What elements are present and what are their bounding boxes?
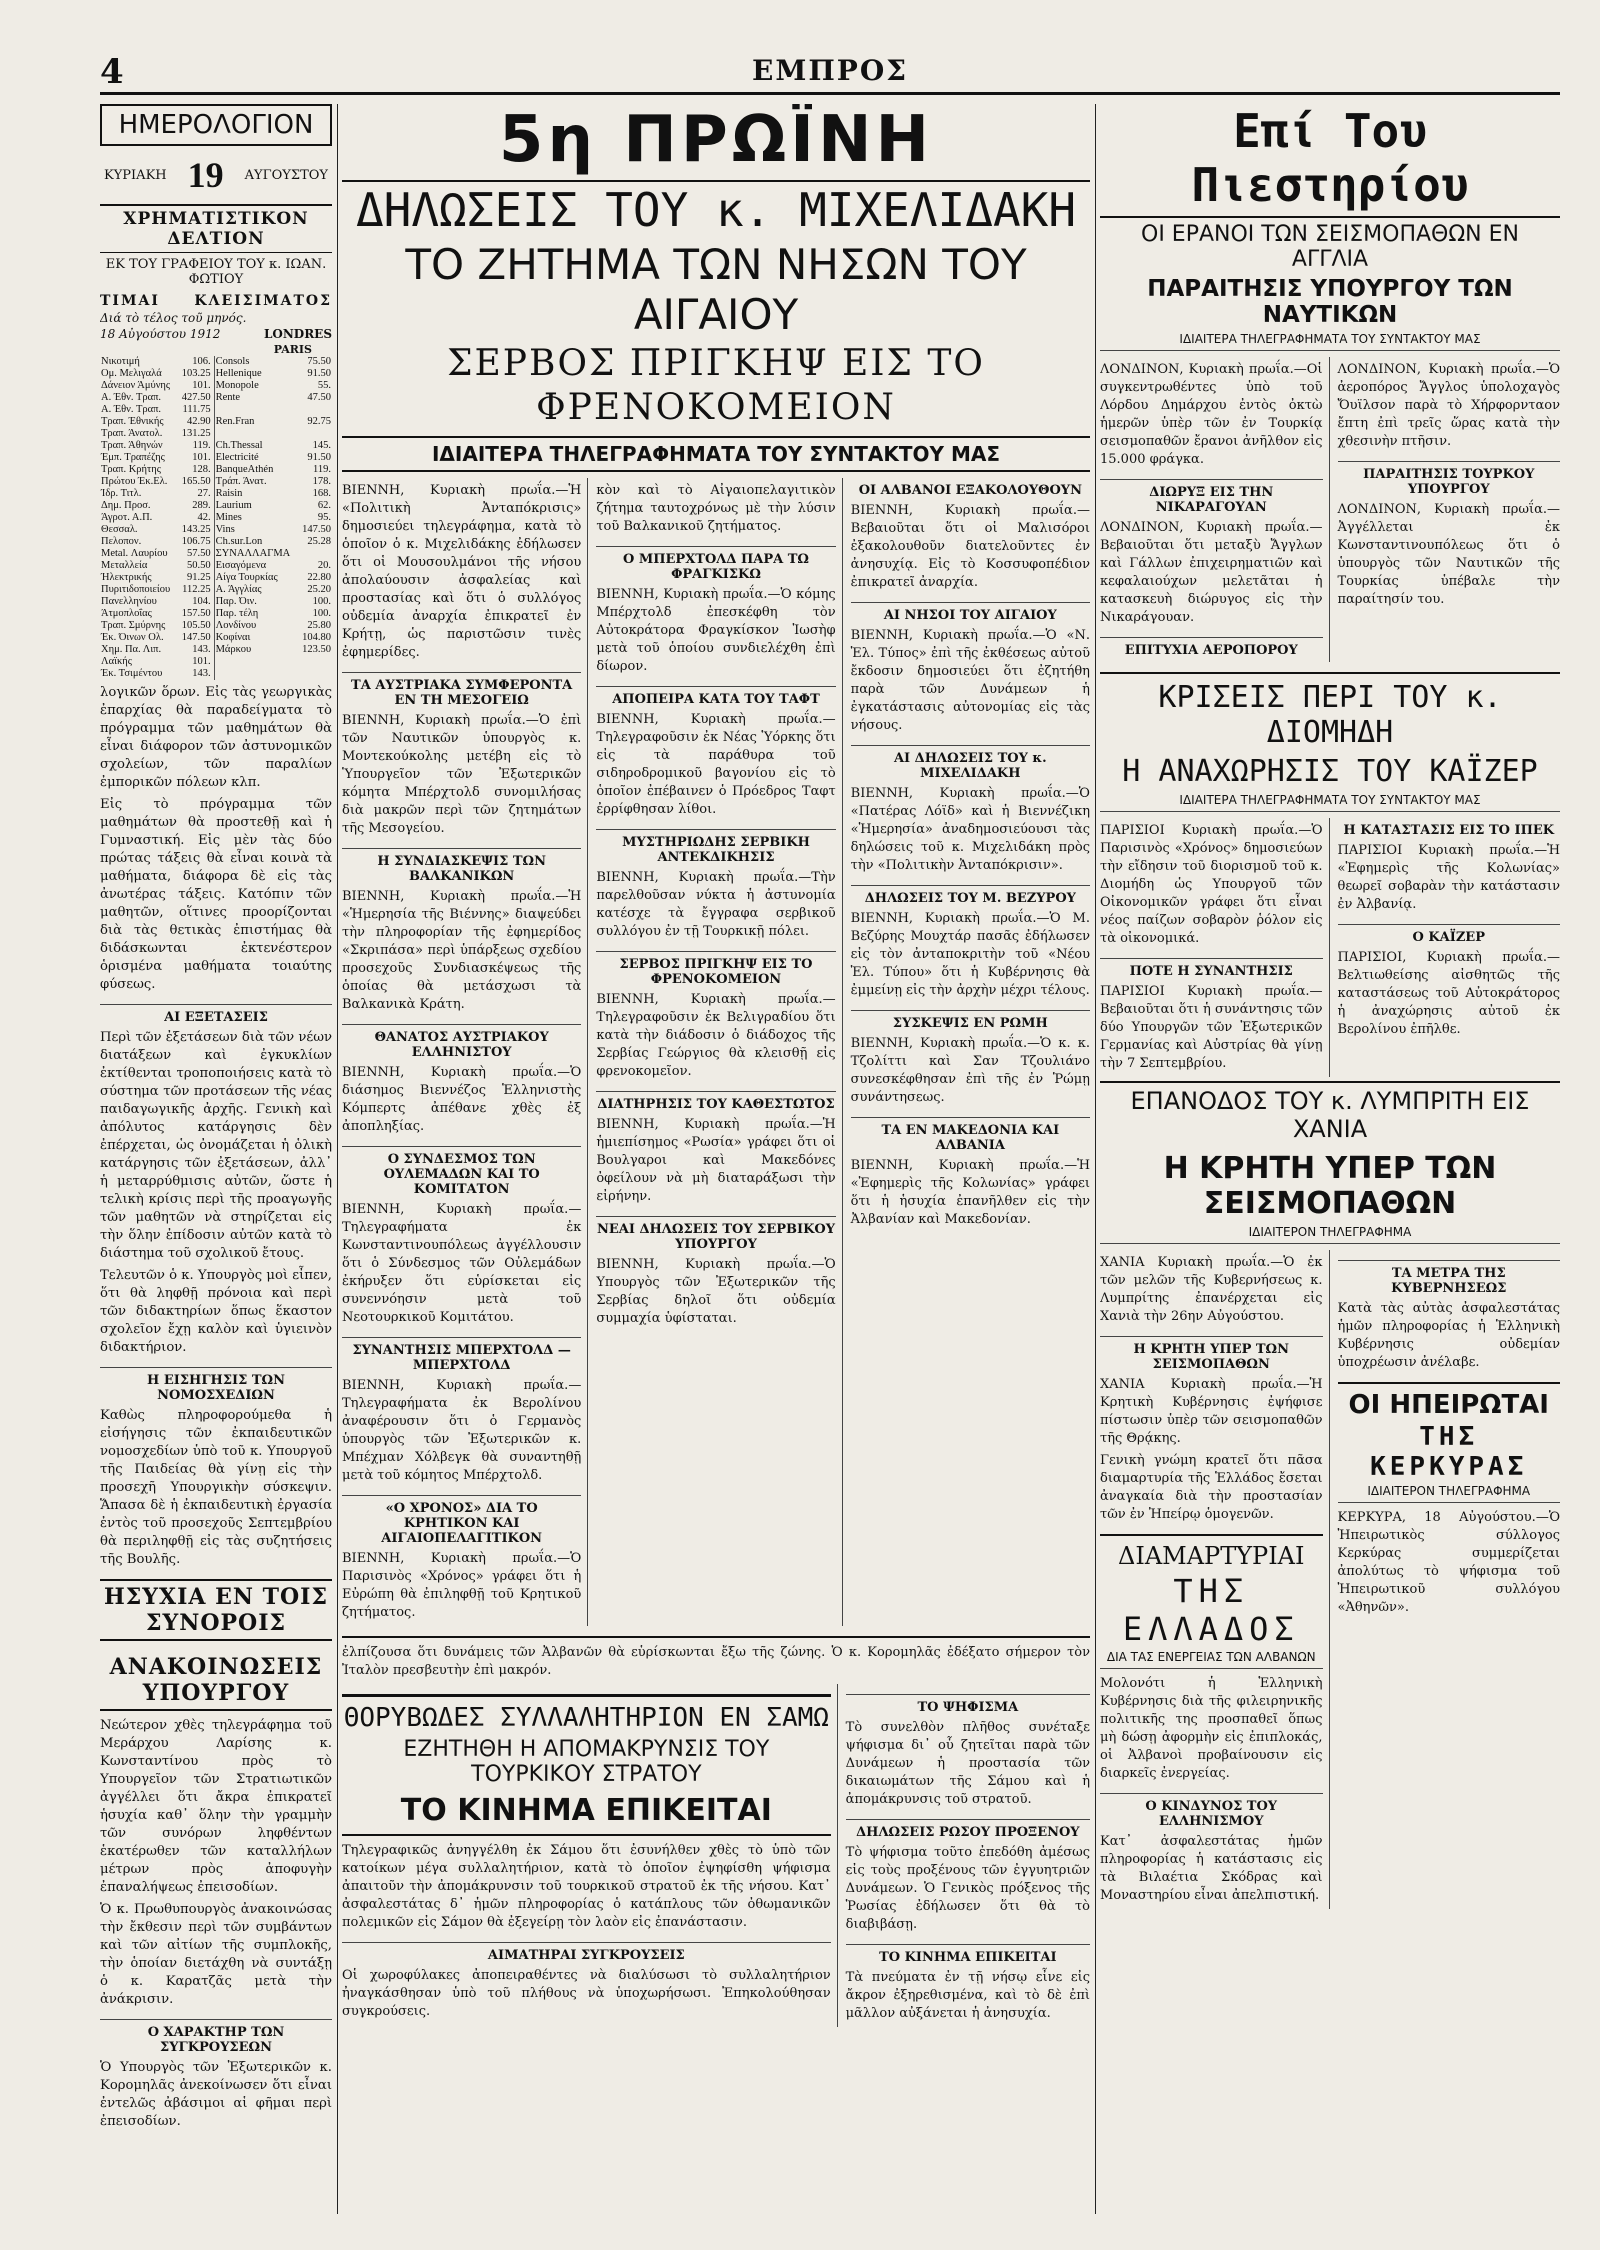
price-value: 95. <box>317 512 331 523</box>
price-row <box>100 356 332 368</box>
dispatch: ΛΟΝΔΙΝΟΝ, Κυριακὴ πρωΐα.—Ἀγγέλλεται ἐκ Κωνσταντινουπόλεως ὅτι ὁ ὑπουργὸς τῶν Ναυτικῶν τῆς Τουρκίας ὑπέβαλε τὴν παραίτησίν του. <box>1337 502 1560 607</box>
price-value: 20. <box>317 560 331 571</box>
article-text: Περὶ τῶν ἐξετάσεων διὰ τῶν νέων διατάξεων καὶ ἐγκυκλίων ἐκτίθενται τροποποιήσεις κατὰ τὸ σύστημα τῶν προτάσεων τῆς νέας παιδαγωγικῆς ἀρχῆς. Γενικὴ καὶ ἀπόλυτος κατάργησις δὲν ἐπέρχεται, ὡς ὀνομάζεται ἡ ὁλικὴ κατάργησις τῶν ἐξετάσεων, ἀλλ᾽ ἡ μεταρρύθμισις αὐτῶν, ὥστε ἡ τελικὴ κρίσις περὶ τῆς προαγωγῆς τῶν μαθητῶν νὰ στηρίζεται εἰς τὴν ὅλην ἐπίδοσιν αὐτῶν κατὰ τὸ διάστημα τοῦ σχολικοῦ ἔτους. <box>100 1030 332 1261</box>
subcolumn <box>1338 818 1561 1077</box>
price-row <box>100 416 332 428</box>
price-security: Τραπ. Έθνικής <box>101 416 164 427</box>
price-value: 25.20 <box>307 584 331 595</box>
section-heading: Ο ΧΑΡΑΚΤΗΡ ΤΩΝ ΣΥΓΚΡΟΥΣΕΩΝ <box>100 2019 332 2055</box>
center-column <box>342 104 1090 2214</box>
article-text: Ὁ κ. Πρωθυπουργὸς ἀνακοινώσας τὴν ἔκθεσιν περὶ τῶν συμβάντων καὶ τῶν αἰτίων τῆς συμπλοκῆς, τὴν ὁποίαν διετάχθη νὰ συντάξῃ ὁ κ. Καρατζᾶς μετὰ τὴν ἀνάκρισιν. <box>100 1902 332 2007</box>
dispatch: Τὸ ψήφισμα τοῦτο ἐπεδόθη ἀμέσως εἰς τοὺς προξένους τῶν ἐγγυητριῶν Δυνάμεων. Ὁ Γενικὸς πρόξενος τῆς Ῥωσίας ἐδήλωσεν ὅτι θὰ τὸ διαβιβάσῃ. <box>845 1845 1090 1932</box>
price-security: Έμπ. Τραπέζης <box>101 452 165 463</box>
headline: Η ΑΝΑΧΩΡΗΣΙΣ ΤΟΥ ΚΑΪΖΕΡ <box>1122 754 1538 789</box>
section-heading: Η ΚΑΤΑΣΤΑΣΙΣ ΕΙΣ ΤΟ ΙΠΕΚ <box>1343 823 1555 838</box>
dispatch: ΒΙΕΝΝΗ, Κυριακὴ πρωΐα.—Ὁ Παρισινὸς «Χρόνος» γράφει ὅτι ἡ Εὐρώπη θὰ ἐπιληφθῇ τοῦ Κρητικοῦ ζητήματος. <box>342 1551 582 1620</box>
headline: ΣΕΡΒΟΣ ΠΡΙΓΚΗΨ ΕΙΣ ΤΟ ΦΡΕΝΟΚΟΜΕΙΟΝ <box>447 343 985 428</box>
dispatch: ΛΟΝΔΙΝΟΝ, Κυριακὴ πρωΐα.—Οἱ συγκεντρωθέντες ὑπὸ τοῦ Λόρδου Δημάρχου ἐντὸς ὀκτὼ ἡμερῶν ὑπὲρ τῶν ἐν Τουρκίᾳ σεισμοπαθῶν ἔρανοι ἀνῆλθον εἰς 15.000 φράγκα. <box>1100 362 1323 467</box>
price-security: Άτμοπλοΐας <box>101 608 152 619</box>
price-value: 147.50 <box>302 524 331 535</box>
price-security: BanqueAthén <box>215 464 274 475</box>
price-value: 55. <box>317 380 331 391</box>
section-heading: ΤΑ ΕΝ ΜΑΚΕΔΟΝΙΑ ΚΑΙ ΑΛΒΑΝΙΑ <box>851 1117 1090 1153</box>
price-value: 123.50 <box>302 644 331 655</box>
price-value: 111.75 <box>178 404 214 416</box>
section-heading: ΔΗΛΩΣΕΙΣ ΡΩΣΟΥ ΠΡΟΞΕΝΟΥ <box>846 1819 1090 1840</box>
section-heading: ΑΙ ΔΗΛΩΣΕΙΣ ΤΟΥ κ. ΜΙΧΕΛΙΔΑΚΗ <box>851 745 1090 781</box>
headline-sub: ΙΔΙΑΙΤΕΡΑ ΤΗΛΕΓΡΑΦΗΜΑΤΑ ΤΟΥ ΣΥΝΤΑΚΤΟΥ ΜΑΣ <box>1100 332 1560 351</box>
price-value <box>298 428 332 440</box>
price-value: 91.50 <box>307 452 331 463</box>
dispatch: ἐλπίζουσα ὅτι δυνάμεις τῶν Ἀλβανῶν θὰ εὑρίσκωνται ἔξω τῆς ζώνης. Ὁ κ. Κορομηλᾶς ἐδέξατο σήμερον τὸν Ἰταλὸν πρεσβευτὴν ἐπὶ μακρόν. <box>342 1636 1090 1680</box>
headline-sub: ΔΙΑ ΤΑΣ ΕΝΕΡΓΕΙΑΣ ΤΩΝ ΑΛΒΑΝΩΝ <box>1100 1650 1323 1669</box>
price-row <box>100 548 332 560</box>
price-value <box>298 656 332 668</box>
dispatch: ΒΙΕΝΝΗ, Κυριακὴ πρωΐα.—Ὁ ἐπὶ τῶν Ναυτικῶν ὑπουργὸς κ. Μοντεκούκολης μετέβη εἰς τὸ Ὑπουργεῖον τῶν Ἐξωτερικῶν κόμητα Μπέρχτολδ συνομιλήσας διὰ μακρῶν περὶ τῶν ζητημάτων τῆς Μεσογείου. <box>342 713 582 836</box>
price-security: Metal. Λαυρίου <box>101 548 168 559</box>
section-heading: ΑΠΟΠΕΙΡΑ ΚΑΤΑ ΤΟΥ ΤΑΦΤ <box>596 686 835 707</box>
price-value: 178. <box>312 476 331 487</box>
price-value: 427.50 <box>178 392 214 404</box>
price-security: Πανελληνίου <box>101 596 157 607</box>
section-heading: Ο ΣΥΝΔΕΣΜΟΣ ΤΩΝ ΟΥΛΕΜΑΔΩΝ ΚΑΙ ΤΟ ΚΟΜΙΤΑΤΟΝ <box>342 1146 581 1197</box>
price-security: Μάρκου <box>215 644 252 655</box>
price-table <box>100 356 332 680</box>
section-heading: ΠΑΡΑΙΤΗΣΙΣ ΤΟΥΡΚΟΥ ΥΠΟΥΡΓΟΥ <box>1338 461 1561 497</box>
price-row <box>100 368 332 380</box>
price-security: Α. Άγγλίας <box>215 584 262 595</box>
section-heading: ΠΟΤΕ Η ΣΥΝΑΝΤΗΣΙΣ <box>1100 958 1323 979</box>
dispatch: ΒΙΕΝΝΗ, Κυριακὴ πρωΐα.—Ὁ «Πατέρας Λόϊδ» καὶ ἡ Βιεννέζικη «Ἡμερησία» ἀναδημοσιεύουσι τὰς δηλώσεις τοῦ κ. Μιχελιδάκη πρὸς τὴν «Πολιτικὴν Ἀνταπόκρισιν». <box>850 786 1090 873</box>
price-security: Ομ. Μελιγαλά <box>101 368 162 379</box>
section-heading: Η ΚΡΗΤΗ ΥΠΕΡ ΤΩΝ ΣΕΙΣΜΟΠΑΘΩΝ <box>1100 1336 1323 1372</box>
price-row <box>100 536 332 548</box>
date-line <box>104 154 328 196</box>
center-lower <box>342 1684 1090 2027</box>
dispatch: ΒΙΕΝΝΗ, Κυριακὴ πρωΐα.—Ἡ «Ἡμερησία τῆς Βιέννης» διαψεύδει τὴν πληροφορίαν τῆς ἐφημερίδος «Σκριπάσα» περὶ ὑπάρξεως σχεδίου προσεχοῦς Συνδιασκέψεως τῆς ὁποίας θὰ μετάσχωσι τὰ Βαλκανικὰ Κράτη. <box>342 889 582 1012</box>
right-subcolumns-mid <box>1100 818 1560 1077</box>
price-value: 103.25 <box>178 368 214 380</box>
price-security: Λαϊκής <box>101 656 132 667</box>
price-value: 100. <box>312 596 331 607</box>
dispatch: ΒΙΕΝΝΗ, Κυριακὴ πρωΐα.—Ἡ «Ἐφημερὶς τῆς Κολωνίας» γράφει ὅτι ἡ ἡσυχία ἐπανῆλθεν εἰς τὴν Ἀλβανίαν καὶ Μακεδονίαν. <box>850 1158 1090 1227</box>
right-subcolumns-top <box>1100 357 1560 662</box>
price-value: 25.80 <box>307 620 331 631</box>
dispatch: Οἱ χωροφύλακες ἀποπειραθέντες νὰ διαλύσωσι τὸ συλλαλητήριον ἠναγκάσθησαν ὑπὸ τοῦ πλήθους νὰ ὑποχωρήσωσι. Ἐπηκολούθησαν συγκρούσεις. <box>342 1968 831 2019</box>
price-value: 105.50 <box>178 620 214 632</box>
section-heading: ΤΑ ΑΥΣΤΡΙΑΚΑ ΣΥΜΦΕΡΟΝΤΑ ΕΝ ΤΗ ΜΕΣΟΓΕΙΩ <box>342 672 581 708</box>
price-security: Monopole <box>215 380 259 391</box>
column-rule <box>1095 104 1096 2214</box>
left-column <box>100 104 332 2214</box>
headline: ΑΝΑΚΟΙΝΩΣΕΙΣ ΥΠΟΥΡΓΟΥ <box>100 1651 332 1711</box>
article-text: Εἰς τὸ πρόγραμμα τῶν μαθημάτων θὰ προστεθῇ καὶ ἡ Γυμναστική. Εἰς μὲν τὰς δύο πρώτας τάξεις θὰ εἶναι κοινὰ τὰ μαθήματα, διάφορα δὲ εἰς τὰς ἀνωτέρας τάξεις. Κατόπιν τῶν μαθητῶν, οἵτινες προορίζονται διὰ τὰς θετικὰς ἐπιστήμας θὰ διδάσκωνται ἐκτενέστερον ὁρισμένα μαθήματα τοιαύτης φύσεως. <box>100 797 332 992</box>
headline-main: 5η ΠΡΩΪΝΗ <box>498 104 934 177</box>
price-row <box>100 488 332 500</box>
price-value: 75.50 <box>307 356 331 367</box>
price-security: Ren.Fran <box>215 416 255 427</box>
price-row <box>100 392 332 404</box>
price-security <box>214 404 298 416</box>
dispatch: ΒΙΕΝΝΗ, Κυριακὴ πρωΐα.—Ὁ κ. κ. Τζολίττι καὶ Σαν Τζουλιάνο συνεσκέφθησαν ἐπὶ τῆς ἐν Ῥώμῃ συνάντησεως. <box>850 1036 1090 1105</box>
price-value: 50.50 <box>178 560 214 572</box>
subcolumn <box>846 1684 1090 2027</box>
price-row <box>100 608 332 620</box>
price-row <box>100 404 332 416</box>
article-text: Νεώτερον χθὲς τηλεγράφημα τοῦ Μεράρχου Λαρίσης κ. Κωνσταντίνου πρὸς τὸ Υπουργεῖον τῶν Στρατιωτικῶν ἀγγέλλει ὅτι ἄκρα ἐπικρατεῖ ἡσυχία καθ᾽ ὅλην τὴν γραμμὴν τῶν συνόρων ληφθέντων ἑκατέρωθεν τῶν καταλλήλων μέτρων πρὸς ἀποφυγὴν ἐπαναλήψεως ἐπεισοδίων. <box>100 1718 332 1895</box>
day-name: ΚΥΡΙΑΚΗ <box>104 167 167 183</box>
price-value: 57.50 <box>178 548 214 560</box>
headline-sub: ΙΔΙΑΙΤΕΡΑ ΤΗΛΕΓΡΑΦΗΜΑΤΑ ΤΟΥ ΣΥΝΤΑΚΤΟΥ ΜΑΣ <box>1100 793 1560 812</box>
subcolumn <box>1338 357 1561 662</box>
section-heading: ΔΙΑΤΗΡΗΣΙΣ ΤΟΥ ΚΑΘΕΣΤΩΤΟΣ <box>596 1091 835 1112</box>
price-security: ΣΥΝΑΛΛΑΓΜΑ <box>215 548 291 559</box>
price-security: Ίδρ. Τιτλ. <box>101 488 142 499</box>
section-heading: ΣΕΡΒΟΣ ΠΡΙΓΚΗΨ ΕΙΣ ΤΟ ΦΡΕΝΟΚΟΜΕΙΟΝ <box>596 951 835 987</box>
price-row <box>100 596 332 608</box>
section-heading: ΔΙΩΡΥΞ ΕΙΣ ΤΗΝ ΝΙΚΑΡΑΓΟΥΑΝ <box>1100 479 1323 515</box>
page-number: 4 <box>100 52 124 92</box>
price-value: 25.28 <box>307 536 331 547</box>
newspaper-name: ΕΜΠΡΟΣ <box>751 54 909 87</box>
dispatch: ΠΑΡΙΣΙΟΙ Κυριακὴ πρωΐα.—Ὁ Παρισινὸς «Χρόνος» δημοσιεύων τὴν εἴδησιν τοῦ διορισμοῦ τοῦ κ. Διομήδη ὡς Υπουργοῦ τῶν Οἰκονομικῶν γράφει ὅτι εἶναι νέος παίζων σοβαρὸν ῥόλον εἰς τὰ οἰκονομικά. <box>1100 823 1323 946</box>
price-security: Hellenique <box>215 368 262 379</box>
price-row <box>100 644 332 656</box>
right-subcolumns-low <box>1100 1250 1560 1909</box>
price-row <box>100 428 332 440</box>
dispatch: ΧΑΝΙΑ Κυριακὴ πρωΐα.—Ὁ ἐκ τῶν μελῶν τῆς Κυβερνήσεως κ. Λυμπρίτης ἐπανέρχεται εἰς Χανιὰ τὴν 26ην Αὐγούστου. <box>1100 1255 1323 1324</box>
price-row <box>100 656 332 668</box>
right-column <box>1100 104 1560 2214</box>
subcolumn <box>1100 818 1330 1077</box>
price-security: Αίγα Τουρκίας <box>215 572 278 583</box>
price-value: 119. <box>178 440 214 452</box>
headline: ΤΗΣ ΚΕΡΚΥΡΑΣ <box>1370 1422 1528 1482</box>
section-heading: ΔΗΛΩΣΕΙΣ ΤΟΥ Μ. ΒΕΖΥΡΟΥ <box>851 885 1090 906</box>
headline: ΤΗΣ ΕΛΛΑΔΟΣ <box>1122 1572 1300 1648</box>
headline-sub: ΙΔΙΑΙΤΕΡΟΝ ΤΗΛΕΓΡΑΦΗΜΑ <box>1100 1225 1560 1244</box>
dispatch: κὸν καὶ τὸ Αἰγαιοπελαγιτικὸν ζήτημα ταυτοχρόνως μὲ τὴν λύσιν τοῦ Βαλκανικοῦ ζητήματος. <box>596 483 836 534</box>
section-heading: ΕΠΙΤΥΧΙΑ ΑΕΡΟΠΟΡΟΥ <box>1100 637 1323 658</box>
dispatch: Τὸ συνελθὸν πλῆθος συνέταξε ψήφισμα δι᾽ οὗ ζητεῖται παρὰ τῶν Δυνάμεων ἡ προστασία τῶν δικαιωμάτων τῆς Σάμου καὶ ἡ ἀπομάκρυνσις τοῦ στρατοῦ. <box>845 1720 1090 1807</box>
price-value: 101. <box>178 656 214 668</box>
subcolumn <box>1100 357 1330 662</box>
price-row <box>100 560 332 572</box>
article-text: Ὁ Υπουργὸς τῶν Ἐξωτερικῶν κ. Κορομηλᾶς ἀνεκοίνωσεν ὅτι εἶναι ἐντελῶς ἀβάσιμοι αἱ φῆμαι περὶ ἐπεισοδίων. <box>100 2060 332 2129</box>
price-value: 101. <box>178 452 214 464</box>
section-heading: Ο ΜΠΕΡΧΤΟΛΔ ΠΑΡΑ ΤΩ ΦΡΑΓΚΙΣΚΩ <box>596 546 835 582</box>
subcolumn <box>1338 1250 1561 1909</box>
price-security: Τραπ. Άνατολ. <box>101 428 163 439</box>
dispatch: ΠΑΡΙΣΙΟΙ Κυριακὴ πρωΐα.—Ἡ «Ἐφημερὶς τῆς Κολωνίας» θεωρεῖ σοβαρὰν τὴν κατάστασιν ἐν Ἀλβανίᾳ. <box>1337 843 1560 912</box>
subcolumn <box>851 478 1090 1626</box>
price-row <box>100 476 332 488</box>
month-name: ΑΥΓΟΥΣΤΟΥ <box>244 167 328 183</box>
price-security: Raisin <box>215 488 243 499</box>
section-heading: Ο ΚΙΝΔΥΝΟΣ ΤΟΥ ΕΛΛΗΝΙΣΜΟΥ <box>1100 1793 1323 1829</box>
price-security: Τράπ. Άνατ. <box>215 476 267 487</box>
dispatch: Τηλεγραφικῶς ἀνηγγέλθη ἐκ Σάμου ὅτι ἐσυνήλθεν χθὲς τὸ ὑπὸ τῶν κατοίκων μέγα συλλαλητήριον, κατὰ τὸ ὁποῖον ἐψηφίσθη ψήφισμα ἀπαιτοῦν τὴν ἀπομάκρυνσιν τοῦ τουρκικοῦ στρατοῦ ἐκ τῆς νήσου. Κατ᾽ ἀσφαλεστάτας δ᾽ ἡμῶν πληροφορίας ὁ κατάπλους τῶν ὀθωμανικῶν πολεμικῶν εἰς Σάμον θὰ ἐξεγείρῃ τὸν λαὸν εἰς ἐπανάστασιν. <box>342 1843 831 1930</box>
price-value: 100. <box>312 608 331 619</box>
price-security: Laurium <box>215 500 252 511</box>
price-row <box>100 572 332 584</box>
price-row <box>100 620 332 632</box>
price-security: Τραπ. Κρήτης <box>101 464 161 475</box>
price-security: Τραπ. Άθηνών <box>101 440 163 451</box>
dispatch: Γενικὴ γνώμη κρατεῖ ὅτι πᾶσα διαμαρτυρία τῆς Ἑλλάδος ἔσεται ἀναγκαία διὰ τὴν προστασίαν τῶν ἐν Ἠπείρῳ ὁμογενῶν. <box>1100 1453 1323 1522</box>
headline: Η ΚΡΗΤΗ ΥΠΕΡ ΤΩΝ ΣΕΙΣΜΟΠΑΘΩΝ <box>1163 1151 1497 1221</box>
price-value: 42.90 <box>178 416 214 428</box>
price-security: Χημ. Πα. Λιπ. <box>101 644 162 655</box>
price-value: 27. <box>178 488 214 500</box>
dispatch: ΒΙΕΝΝΗ, Κυριακὴ πρωΐα.—Ἡ «Πολιτικὴ Ἀνταπόκρισις» δημοσιεύει τηλεγράφημα, κατὰ τὸ ὁποῖον ὁ κ. Μιχελιδάκης ἐδήλωσεν ὅτι οἱ Μουσουλμάνοι τῆς νήσου ἀπολαύουσιν ἀσφαλείας καὶ προστασίας καὶ ὅτι ὁ συλλόγος οὐδεμία ἀναρχία ἐπικρατεῖ ἐν Κρήτῃ, ὡς παριστῶσιν τινὲς ἐφημερίδες. <box>342 483 582 660</box>
section-heading: ΘΑΝΑΤΟΣ ΑΥΣΤΡΙΑΚΟΥ ΕΛΛΗΝΙΣΤΟΥ <box>342 1024 581 1060</box>
headline: ΗΣΥΧΙΑ ΕΝ ΤΟΙΣ ΣΥΝΟΡΟΙΣ <box>100 1579 332 1641</box>
price-security: Λονδίνου <box>215 620 257 631</box>
price-value: 62. <box>317 500 331 511</box>
price-security: Κοφίναι <box>215 632 251 643</box>
price-value <box>298 668 332 680</box>
bulletin-title: ΧΡΗΜΑΤΙΣΤΙΚΟΝ ΔΕΛΤΙΟΝ <box>100 204 332 253</box>
price-row <box>100 668 332 680</box>
price-value: 143. <box>178 644 214 656</box>
section-heading: Η ΕΙΣΗΓΗΣΙΣ ΤΩΝ ΝΟΜΟΣΧΕΔΙΩΝ <box>100 1367 332 1403</box>
dispatch: ΒΙΕΝΝΗ, Κυριακὴ πρωΐα.—Ὁ διάσημος Βιεννέζος Ἑλληνιστὴς Κόμπερτς ἀπέθανε χθὲς ἐξ ἀποπληξίας. <box>342 1065 582 1134</box>
prices-date-row: 18 Αὐγούστου 1912 LONDRES <box>100 327 332 341</box>
price-security: Ch.sur.Lon <box>215 536 263 547</box>
page-header <box>100 52 1560 95</box>
section-heading: ΣΥΝΑΝΤΗΣΙΣ ΜΠΕΡΧΤΟΛΔ — ΜΠΕΡΧΤΟΛΔ <box>342 1337 581 1373</box>
price-security: Ήλεκτρικής <box>101 572 152 583</box>
price-security: Πελοπον. <box>101 536 142 547</box>
price-row <box>100 380 332 392</box>
samos-story <box>342 1684 838 2027</box>
price-security: Πρώτου Έκ.Ελ. <box>101 476 168 487</box>
dispatch: ΒΙΕΝΝΗ, Κυριακὴ πρωΐα.—Βεβαιοῦται ὅτι οἱ Μαλισόροι ἐξακολουθοῦν διατελοῦντες ἐν ἀνησυχίᾳ. Εἰς τὸ Κοσσυφοπέδιον ἐπικρατεῖ ἀναρχία. <box>850 503 1090 590</box>
price-row <box>100 452 332 464</box>
headline: ΤΟ ΚΙΝΗΜΑ ΕΠΙΚΕΙΤΑΙ <box>342 1793 831 1836</box>
section-heading: ΤΑ ΜΕΤΡΑ ΤΗΣ ΚΥΒΕΡΝΗΣΕΩΣ <box>1338 1260 1561 1296</box>
dispatch: ΒΙΕΝΝΗ, Κυριακὴ πρωΐα.—Τηλεγραφήματα ἐκ Κωνσταντινουπόλεως ἀγγέλλουσιν ὅτι ὁ Σύνδεσμος τῶν Οὐλεμάδων ἐκήρυξεν ὅτι εὑρίσκεται εἰς συνεννόησιν μετὰ τοῦ Νεοτουρκικοῦ Κομιτάτου. <box>342 1202 582 1325</box>
section-heading: ΤΟ ΨΗΦΙΣΜΑ <box>846 1694 1090 1715</box>
price-row <box>100 512 332 524</box>
price-security: Rente <box>215 392 241 403</box>
section-heading: «Ο ΧΡΟΝΟΣ» ΔΙΑ ΤΟ ΚΡΗΤΙΚΟΝ ΚΑΙ ΑΙΓΑΙΟΠΕΛΑΓΙΤΙΚΟΝ <box>342 1495 581 1546</box>
dispatch: ΛΟΝΔΙΝΟΝ, Κυριακὴ πρωΐα.—Βεβαιοῦται ὅτι μεταξὺ Ἄγγλων καὶ Γάλλων ἐπιχειρηματιῶν καὶ κεφαλαιούχων μελετᾶται ἡ κατασκευὴ διώρυγος εἰς τὴν Νικαράγουαν. <box>1100 520 1323 625</box>
headline: ΤΟ ΖΗΤΗΜΑ ΤΩΝ ΝΗΣΩΝ ΤΟΥ ΑΙΓΑΙΟΥ <box>405 240 1027 339</box>
price-security: Consols <box>215 356 250 367</box>
price-value: 119. <box>313 464 331 475</box>
section-heading: ΟΙ ΑΛΒΑΝΟΙ ΕΞΑΚΟΛΟΥΘΟΥΝ <box>858 483 1082 498</box>
dispatch: ΒΙΕΝΝΗ, Κυριακὴ πρωΐα.—Τηλεγραφοῦσιν ἐκ Νέας Ὑόρκης ὅτι εἰς τὰ παράθυρα τοῦ σιδηροδρομικοῦ βαγονίου εἰς τὸ ὁποῖον ἐπέβαινεν ὁ Πρόεδρος Ταφτ ἐρρίφθησαν λίθοι. <box>596 712 836 817</box>
price-value: 42. <box>178 512 214 524</box>
price-security: Α. Έθν. Τραπ. <box>101 404 162 415</box>
headline: ΚΡΙΣΕΙΣ ΠΕΡΙ ΤΟΥ κ. ΔΙΟΜΗΔΗ <box>1100 672 1560 750</box>
section-heading: ΑΙ ΝΗΣΟΙ ΤΟΥ ΑΙΓΑΙΟΥ <box>851 602 1090 623</box>
price-value: 104. <box>178 596 214 608</box>
price-security: Άγροτ. Α.Π. <box>101 512 153 523</box>
dispatch: ΚΕΡΚΥΡΑ, 18 Αὐγούστου.—Ὁ Ἠπειρωτικὸς σύλλογος Κερκύρας συμμερίζεται ἀπολύτως τὸ ψήφισμα τοῦ Ἠπειρωτικοῦ συλλόγου «Ἀθηνῶν». <box>1337 1510 1560 1615</box>
price-value: 91.25 <box>178 572 214 584</box>
headline: ΕΠΑΝΟΔΟΣ ΤΟΥ κ. ΛΥΜΠΡΙΤΗ ΕΙΣ ΧΑΝΙΑ <box>1100 1081 1560 1143</box>
price-value <box>298 548 332 560</box>
price-value: 91.50 <box>307 368 331 379</box>
dispatch: ΒΙΕΝΝΗ, Κυριακὴ πρωΐα.—Τὴν παρελθοῦσαν νύκτα ἡ ἀστυνομία κατέσχε τὰ ἔγγραφα σερβικοῦ συλλόγου ἐν τῇ Τουρκικῇ πόλει. <box>596 870 836 939</box>
dispatch: ΒΙΕΝΝΗ, Κυριακὴ πρωΐα.—Ὁ «Ν. Ἐλ. Τύπος» ἐπὶ τῆς ἐκθέσεως αὐτοῦ ἔκδοσιν δημοσιεύει ὅτι ἐζητήθη παρὰ τῶν Δυνάμεων ἡ ἐγκατάστασις αὐτονομίας εἰς τὰς νήσους. <box>850 628 1090 733</box>
price-row <box>100 524 332 536</box>
dispatch: ΒΙΕΝΝΗ, Κυριακὴ πρωΐα.—Ὁ κόμης Μπέρχτολδ ἐπεσκέφθη τὸν Αὐτοκράτορα Φραγκίσκον Ἰωσὴφ μετὰ τοῦ ὁποίου συνδιελέχθη ἐπὶ δίωρον. <box>596 587 836 674</box>
section-heading: Η ΣΥΝΔΙΑΣΚΕΨΙΣ ΤΩΝ ΒΑΛΚΑΝΙΚΩΝ <box>342 848 581 884</box>
price-value: 147.50 <box>178 632 214 644</box>
price-security: Δημ. Προσ. <box>101 500 151 511</box>
headline-sub: ΙΔΙΑΙΤΕΡΑ ΤΗΛΕΓΡΑΦΗΜΑΤΑ ΤΟΥ ΣΥΝΤΑΚΤΟΥ ΜΑΣ <box>342 436 1090 472</box>
prices-heading: ΤΙΜΑΙ ΚΛΕΙΣΙΜΑΤΟΣ <box>100 293 332 309</box>
price-value: 112.25 <box>178 584 214 596</box>
price-security: Α. Έθν. Τραπ. <box>101 392 162 403</box>
paris-label: PARIS <box>273 343 312 356</box>
price-row <box>100 464 332 476</box>
price-security: Παρ. τέλη <box>215 608 259 619</box>
price-value: 128. <box>178 464 214 476</box>
bulletin-source: ΕΚ ΤΟΥ ΓΡΑΦΕΙΟΥ ΤΟΥ κ. ΙΩΑΝ. ΦΩΤΙΟΥ <box>105 257 327 287</box>
price-row <box>100 584 332 596</box>
section-heading: ΑΙΜΑΤΗΡΑΙ ΣΥΓΚΡΟΥΣΕΙΣ <box>342 1942 831 1963</box>
dispatch: ΒΙΕΝΝΗ, Κυριακὴ πρωΐα.—Ὁ Μ. Βεζύρης Μουχτάρ πασᾶς ἐδήλωσεν εἰς τὸν ἀνταποκριτὴν τοῦ «Νέου Ἐλ. Τύπου» ὅτι ἡ Κυβέρνησις θὰ ἐμμείνῃ εἰς τὴν ἀρχὴν μέχρι τέλους. <box>850 911 1090 998</box>
price-security <box>214 656 298 668</box>
price-security: Παρ. Όιν. <box>215 596 257 607</box>
dispatch: ΧΑΝΙΑ Κυριακὴ πρωΐα.—Ἡ Κρητικὴ Κυβέρνησις ἐψήφισε πίστωσιν ὑπὲρ τῶν σεισμοπαθῶν τῆς Θρᾴκης. <box>1100 1377 1323 1446</box>
dispatch: ΒΙΕΝΝΗ, Κυριακὴ πρωΐα.—Ὁ Υπουργὸς τῶν Ἐξωτερικῶν τῆς Σερβίας δηλοῖ ὅτι οὐδεμία συμμαχία ὑφίσταται. <box>596 1257 836 1326</box>
price-security: Δάνειον Άμύνης <box>101 380 171 391</box>
price-security <box>214 668 298 680</box>
day-number: 19 <box>187 155 224 195</box>
end-of-month-note: Διά τὸ τέλος τοῦ μηνός. <box>100 311 247 325</box>
headline: ΟΙ ΕΡΑΝΟΙ ΤΩΝ ΣΕΙΣΜΟΠΑΘΩΝ ΕΝ ΑΓΓΛΙΑ <box>1100 216 1560 272</box>
dispatch: Κατ᾽ ἀσφαλεστάτας ἡμῶν πληροφορίας ἡ κατάστασις εἰς τὰ Βιλαέτια Σκόδρας καὶ Μοναστηρίου εἶναι ἀπελπιστική. <box>1100 1834 1323 1903</box>
price-security: Νικοτιμή <box>101 356 140 367</box>
headline: ΔΙΑΜΑΡΤΥΡΙΑΙ <box>1100 1534 1323 1570</box>
price-value: 165.50 <box>178 476 214 488</box>
dispatch: ΛΟΝΔΙΝΟΝ, Κυριακὴ πρωΐα.—Ὁ ἀεροπόρος Ἄγγλος ὑπολοχαγὸς Ὄυϊλσον παρὰ τὸ Χήρφορνταον ἔπτη ἐπὶ τρεῖς ὥρας κατὰ τὴν χθεσινὴν πτῆσιν. <box>1337 362 1560 449</box>
price-value: 92.75 <box>307 416 331 427</box>
price-security: Mines <box>215 512 242 523</box>
center-subcolumns <box>342 478 1090 1626</box>
headline: ΟΙ ΗΠΕΙΡΩΤΑΙ <box>1338 1382 1561 1420</box>
section-heading: Ο ΚΑΪΖΕΡ <box>1338 924 1561 945</box>
dispatch: Μολονότι ἡ Ἑλληνικὴ Κυβέρνησις διὰ τῆς φιλειρηνικῆς πολιτικῆς της προσπαθεῖ ὅπως μὴ δώσῃ ἀφορμὴν εἰς ἐπιπλοκάς, οἱ Ἀλβανοὶ προβαίνουσιν εἰς διαρκεῖς ἐνεργείας. <box>1100 1676 1323 1781</box>
price-row <box>100 440 332 452</box>
price-value: 157.50 <box>178 608 214 620</box>
headline-main: Επί Του Πιεστηρίου <box>1191 104 1469 212</box>
price-value <box>298 404 332 416</box>
price-security: Έκ. Όινων Ολ. <box>101 632 164 643</box>
dispatch: ΒΙΕΝΝΗ, Κυριακὴ πρωΐα.—Τηλεγραφοῦσιν ἐκ Βελιγραδίου ὅτι κατὰ τὴν διάδοσιν ὁ διάδοχος τῆς Σερβίας Γεώργιος θὰ κλεισθῇ εἰς φρενοκομεῖον. <box>596 992 836 1079</box>
price-security: Μεταλλεία <box>101 560 148 571</box>
headline-sub: ΙΔΙΑΙΤΕΡΟΝ ΤΗΛΕΓΡΑΦΗΜΑ <box>1338 1484 1561 1503</box>
article-text: Τελευτῶν ὁ κ. Υπουργὸς μοὶ εἶπεν, ὅτι θὰ ληφθῇ πρόνοια καὶ περὶ τῶν διδακτηρίων ὅπως ἕκαστον σχολεῖον ἔχῃ καλὸν καὶ ὑγιεινὸν διδακτήριον. <box>100 1268 332 1355</box>
price-security: Electricité <box>215 452 259 463</box>
price-row <box>100 632 332 644</box>
price-security: Εισαγόμενα <box>215 560 267 571</box>
section-heading: ΤΟ ΚΙΝΗΜΑ ΕΠΙΚΕΙΤΑΙ <box>846 1944 1090 1965</box>
price-security: Vins <box>215 524 235 535</box>
section-heading: ΝΕΑΙ ΔΗΛΩΣΕΙΣ ΤΟΥ ΣΕΡΒΙΚΟΥ ΥΠΟΥΡΓΟΥ <box>596 1216 835 1252</box>
price-value: 106.75 <box>178 536 214 548</box>
dispatch: ΠΑΡΙΣΙΟΙ Κυριακὴ πρωΐα.—Βεβαιοῦται ὅτι ἡ συνάντησις τῶν δύο Υπουργῶν τῶν Ἐξωτερικῶν Γερμανίας καὶ Αὐστρίας θὰ γίνῃ τὴν 7 Σεπτεμβρίου. <box>1100 984 1323 1071</box>
dispatch: Κατὰ τὰς αὐτὰς ἀσφαλεστάτας ἡμῶν πληροφορίας ἡ Ἑλληνικὴ Κυβέρνησις οὐδεμίαν ὑποχρέωσιν ἀνέλαβε. <box>1337 1301 1560 1370</box>
dispatch: ΒΙΕΝΝΗ, Κυριακὴ πρωΐα.—Τηλεγραφήματα ἐκ Βερολίνου ἀναφέρουσιν ὅτι ὁ Γερμανὸς ὑπουργὸς τῶν Ἐξωτερικῶν κ. Μπέχμαν Χόλβεγκ θὰ συναντηθῇ μετὰ τοῦ κόμητος Μπέρχτολδ. <box>342 1378 582 1483</box>
price-value: 143.25 <box>178 524 214 536</box>
calendar-title: ΗΜΕΡΟΛΟΓΙΟΝ <box>100 104 332 146</box>
subcolumn <box>596 478 842 1626</box>
subcolumn <box>1100 1250 1330 1909</box>
price-security: Πυριτιδοποιείου <box>101 584 171 595</box>
price-security: Έκ. Τσιμέντου <box>101 668 163 679</box>
dispatch: Τὰ πνεύματα ἐν τῇ νήσῳ εἶνε εἰς ἄκρον ἐξηρεθισμένα, καὶ τὸ δὲ ἐπὶ μᾶλλον αὐξάνεται ἡ ἀνησυχία. <box>845 1970 1090 2021</box>
price-value: 168. <box>312 488 331 499</box>
price-value: 143. <box>178 668 214 680</box>
price-security: Τραπ. Σμύρνης <box>101 620 166 631</box>
price-security: Θεσσαλ. <box>101 524 138 535</box>
section-heading: ΑΙ ΕΞΕΤΑΣΕΙΣ <box>100 1004 332 1025</box>
article-text: λογικῶν ὅρων. Εἰς τὰς γεωργικὰς ἐπαρχίας θὰ παραδείγματα τὸ πρόγραμμα τῶν μαθημάτων θὰ εἶναι διάφορον τῶν ἀστυνομικῶν σχολείων, τῶν παραλίων ἐμπορικῶν πόλεων κλπ. <box>100 685 332 790</box>
subcolumn <box>342 478 588 1626</box>
headline: ΘΟΡΥΒΩΔΕΣ ΣΥΛΛΑΛΗΤΗΡΙΟΝ ΕΝ ΣΑΜΩ <box>342 1694 831 1733</box>
article-text: Καθὼς πληροφορούμεθα ἡ εἰσήγησις τῶν ἐκπαιδευτικῶν νομοσχεδίων ὑπὸ τοῦ κ. Υπουργοῦ τῆς Παιδείας θὰ γίνῃ εἰς τὴν προσεχῆ Υπουργικὴν σύσκεψιν. Ἅπασα δὲ ἡ ἐκπαιδευτικὴ ἐργασία ἐντὸς τοῦ προσεχοῦς Σεπτεμβρίου θὰ περιληφθῇ εἰς τὰς συζητήσεις τῆς Βουλῆς. <box>100 1408 332 1567</box>
price-security <box>214 428 298 440</box>
price-value: 131.25 <box>178 428 214 440</box>
price-value: 101. <box>178 380 214 392</box>
price-value: 289. <box>178 500 214 512</box>
section-heading: ΣΥΣΚΕΨΙΣ ΕΝ ΡΩΜΗ <box>851 1010 1090 1031</box>
price-security: Ch.Thessal <box>215 440 263 451</box>
dispatch: ΠΑΡΙΣΙΟΙ, Κυριακὴ πρωΐα.—Βελτιωθείσης αἰσθητῶς τῆς καταστάσεως τοῦ Αὐτοκράτορος ἡ ἀναχώρησις αὐτοῦ ἐκ Βερολίνου ἐπῆλθε. <box>1337 950 1560 1037</box>
headline: ΠΑΡΑΙΤΗΣΙΣ ΥΠΟΥΡΓΟΥ ΤΩΝ ΝΑΥΤΙΚΩΝ <box>1147 276 1513 328</box>
price-value: 106. <box>178 356 214 368</box>
price-value: 22.80 <box>307 572 331 583</box>
dispatch: ΒΙΕΝΝΗ, Κυριακὴ πρωΐα.—Ἡ ἡμιεπίσημος «Ρωσία» γράφει ὅτι οἱ Βουλγαροι καὶ Μακεδόνες ὀφείλουν νὰ μὴ διαταράξωσι τὴν εἰρήνην. <box>596 1117 836 1204</box>
price-row <box>100 500 332 512</box>
headline: ΕΖΗΤΗΘΗ Η ΑΠΟΜΑΚΡΥΝΣΙΣ ΤΟΥ ΤΟΥΡΚΙΚΟΥ ΣΤΡΑΤΟΥ <box>403 1737 770 1787</box>
section-heading: ΜΥΣΤΗΡΙΩΔΗΣ ΣΕΡΒΙΚΗ ΑΝΤΕΚΔΙΚΗΣΙΣ <box>596 829 835 865</box>
price-value: 104.80 <box>302 632 331 643</box>
column-rule <box>337 104 338 2214</box>
price-value: 145. <box>312 440 331 451</box>
headline: ΔΗΛΩΣΕΙΣ ΤΟΥ κ. ΜΙΧΕΛΙΔΑΚΗ <box>342 180 1090 236</box>
price-value: 47.50 <box>307 392 331 403</box>
